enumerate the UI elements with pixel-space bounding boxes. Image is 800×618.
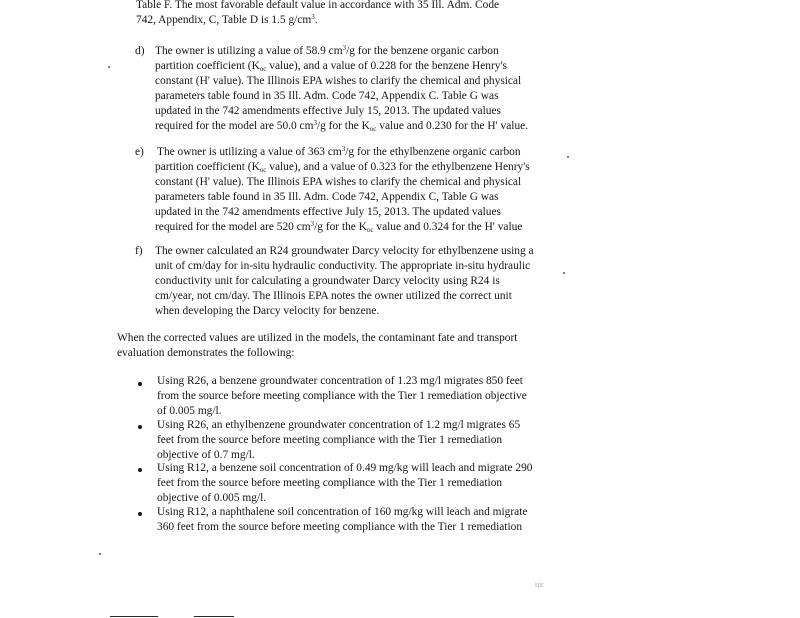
item-e-line-6: required for the model are 520 $cm^3/g$ for the $K_{oc}$ value and 0.324 for the H' value — [155, 220, 523, 234]
footer-rule-right — [194, 616, 234, 617]
bullet-marker — [138, 468, 142, 472]
bullet-3-line-2: feet from the source before meeting compliance with the Tier 1 remediation — [157, 477, 503, 489]
scan-speck — [567, 156, 569, 158]
item-d-line-1: The owner is utilizing a value of 58.9 $cm^3/g$ for the benzene organic carbon — [155, 44, 499, 57]
bullet-marker — [138, 425, 142, 429]
bullet-3-line-3: objective of 0.005 mg/l. — [157, 492, 267, 504]
item-e-label: e) — [135, 146, 144, 158]
item-d-line-5: updated in the 742 amendments effective July 15, 2013. The updated values — [155, 105, 501, 117]
bullet-marker — [138, 512, 142, 516]
bullet-4-line-2: 360 feet from the source before meeting compliance with the Tier 1 remediation — [157, 521, 523, 533]
item-d-line-3: constant (H' value). The Illinois EPA wishes to clarify the chemical and physical — [155, 75, 522, 87]
footer-rule-left — [110, 616, 158, 617]
item-f-line-3: conductivity unit for calculating a groundwater Darcy velocity using R24 is — [155, 275, 500, 287]
bullet-2-line-3: objective of 0.7 mg/l. — [157, 449, 255, 461]
top-fragment-line-2: 742, Appendix, C, Table D is 1.5 $g/cm^3$. — [136, 13, 318, 26]
bullet-3-line-1: Using R12, a benzene soil concentration of 0.49 mg/kg will leach and migrate 290 — [157, 462, 533, 474]
bullet-marker — [138, 382, 142, 386]
bullet-1-line-2: from the source before meeting compliance with the Tier 1 remediation objective — [157, 390, 527, 402]
item-d-line-2: partition coefficient ($K_{oc}$ value), and a value of 0.228 for the benzene Henry's — [155, 60, 507, 73]
item-f-line-4: cm/year, not cm/day. The Illinois EPA notes the owner utilized the correct unit — [155, 290, 512, 302]
scan-speck — [108, 66, 110, 68]
summary-line-2: evaluation demonstrates the following: — [117, 347, 295, 359]
item-e-line-4: parameters table found in 35 Ill. Adm. Code 742, Appendix C, Table G was — [155, 191, 499, 203]
item-d-line-6: required for the model are 50.0 $cm^3/g$ for the $K_{oc}$ value and 0.230 for the H' value. — [155, 119, 529, 133]
item-e-line-5: updated in the 742 amendments effective July 15, 2013. The updated values — [155, 206, 501, 218]
bullet-4-line-1: Using R12, a naphthalene soil concentration of 160 mg/kg will leach and migrate — [157, 506, 528, 518]
item-d-line-4: parameters table found in 35 Ill. Adm. Code 742, Appendix C. Table G was — [155, 90, 499, 102]
item-f-line-5: when developing the Darcy velocity for benzene. — [155, 305, 380, 317]
bullet-1-line-1: Using R26, a benzene groundwater concentration of 1.23 mg/l migrates 850 feet — [157, 375, 523, 387]
top-fragment-line-1: Table F. The most favorable default value in accordance with 35 Ill. Adm. Code — [136, 0, 500, 11]
bullet-1-line-3: of 0.005 mg/l. — [157, 405, 222, 417]
item-e-line-3: constant (H' value). The Illinois EPA wishes to clarify the chemical and physical — [155, 176, 522, 188]
item-d-label: d) — [135, 45, 145, 57]
scan-speck — [563, 272, 565, 274]
item-e-line-2: partition coefficient ($K_{oc}$ value), and a value of 0.323 for the ethylbenzene Henry's — [155, 161, 530, 174]
item-f-label: f) — [135, 245, 143, 257]
bullet-2-line-1: Using R26, an ethylbenzene groundwater concentration of 1.2 mg/l migrates 65 — [157, 419, 521, 431]
page-number: IIE — [535, 583, 545, 589]
scan-speck — [99, 553, 101, 555]
item-f-line-1: The owner calculated an R24 groundwater Darcy velocity for ethylbenzene using a — [155, 245, 534, 257]
item-e-line-1: The owner is utilizing a value of 363 $cm^3/g$ for the ethylbenzene organic carbon — [157, 145, 521, 158]
summary-line-1: When the corrected values are utilized in the models, the contaminant fate and transport — [117, 332, 518, 344]
bullet-2-line-2: feet from the source before meeting compliance with the Tier 1 remediation — [157, 434, 503, 446]
item-f-line-2: unit of cm/day for in-situ hydraulic conductivity. The appropriate in-situ hydraulic — [155, 260, 531, 272]
